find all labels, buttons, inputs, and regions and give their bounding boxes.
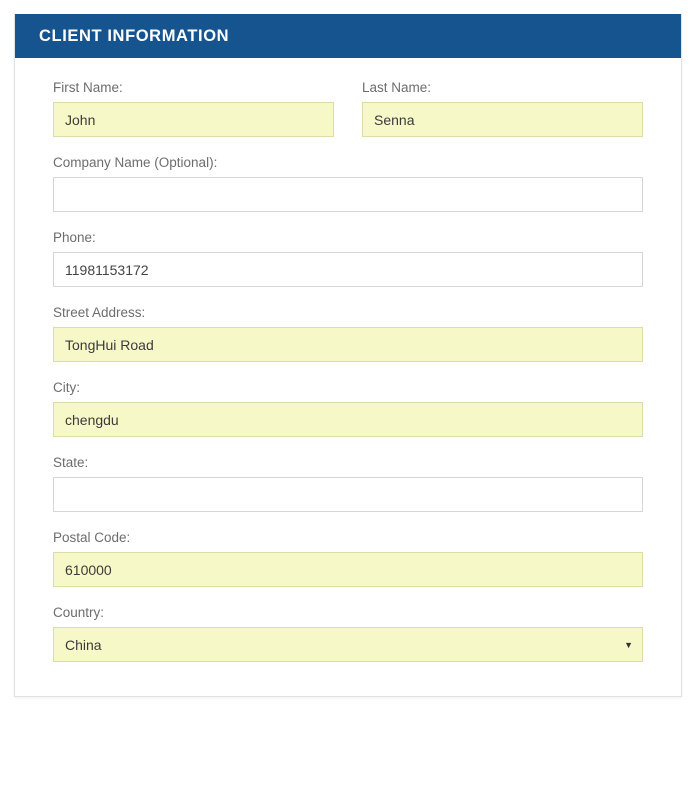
city-input[interactable] — [53, 402, 643, 437]
client-information-form — [15, 58, 681, 696]
field-last-name — [362, 80, 643, 151]
first-name-label: First Name: — [53, 80, 123, 95]
name-row — [53, 80, 643, 155]
company-name-label: Company Name (Optional): — [53, 155, 218, 170]
field-company-name — [53, 155, 643, 212]
client-information-card — [14, 14, 682, 697]
card-header — [15, 14, 681, 58]
phone-label: Phone: — [53, 230, 96, 245]
street-address-label: Street Address: — [53, 305, 146, 320]
field-phone — [53, 230, 643, 287]
field-first-name — [53, 80, 334, 137]
postal-code-input[interactable] — [53, 552, 643, 587]
last-name-label: Last Name: — [362, 80, 432, 95]
state-input[interactable] — [53, 477, 643, 512]
company-name-input[interactable] — [53, 177, 643, 212]
field-country — [53, 605, 643, 662]
city-label: City: — [53, 380, 80, 395]
page-title: CLIENT INFORMATION — [39, 26, 230, 45]
state-label: State: — [53, 455, 89, 470]
field-postal-code — [53, 530, 643, 587]
street-address-input[interactable] — [53, 327, 643, 362]
field-city — [53, 380, 643, 437]
field-state — [53, 455, 643, 512]
first-name-input[interactable] — [53, 102, 334, 137]
phone-input[interactable] — [53, 252, 643, 287]
country-label: Country: — [53, 605, 105, 620]
postal-code-label: Postal Code: — [53, 530, 131, 545]
chevron-down-icon: ▼ — [624, 639, 633, 650]
country-select-wrap — [53, 627, 643, 662]
country-select[interactable] — [53, 627, 643, 662]
last-name-input[interactable] — [362, 102, 643, 137]
field-street-address — [53, 305, 643, 362]
